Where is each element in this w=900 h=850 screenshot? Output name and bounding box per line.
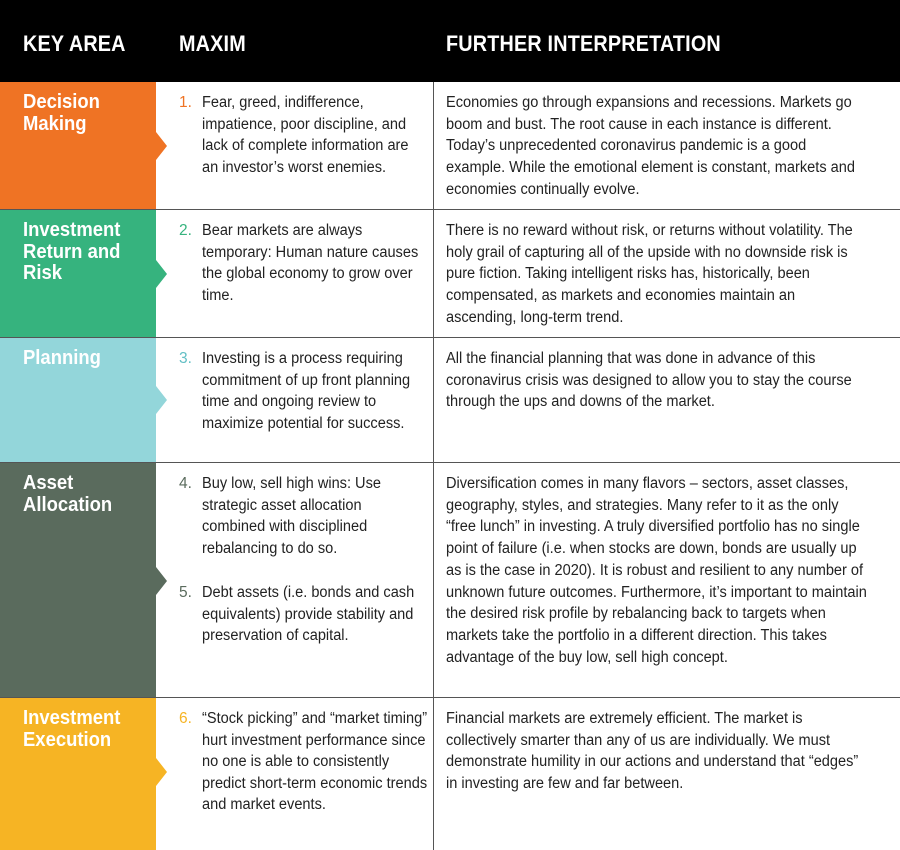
maxim-cell bbox=[179, 220, 425, 323]
interpretation-text: All the financial planning that was done in advance of this coronavirus crisis was designed to allow you to stay the course through the ups and downs of the market. bbox=[446, 350, 852, 411]
maxim-number: 3. bbox=[179, 350, 192, 367]
interpretation-text: Financial markets are extremely efficient. The market is collectively smarter than any of us are individually. We must demonstrate humility in our actions and understand that “edges” in investing are few and far between. bbox=[446, 710, 859, 793]
maxim-number: 5. bbox=[179, 584, 192, 601]
key-area-label: Planning bbox=[23, 346, 101, 369]
row-pointer-arrow bbox=[156, 758, 167, 786]
maxim-item bbox=[179, 708, 428, 816]
key-area-cell bbox=[0, 210, 156, 337]
column-divider bbox=[433, 463, 434, 697]
row-pointer-arrow bbox=[156, 260, 167, 288]
maxim-text: Bear markets are always temporary: Human nature causes the global economy to grow over time. bbox=[202, 222, 419, 304]
row-investment-execution bbox=[0, 698, 900, 850]
key-area-label: Decision Making bbox=[23, 90, 100, 135]
maxim-cell bbox=[179, 708, 428, 833]
maxim-text: Debt assets (i.e. bonds and cash equivalents) provide stability and preservation of capital. bbox=[202, 584, 415, 644]
key-area-cell bbox=[0, 338, 156, 462]
column-divider bbox=[433, 82, 434, 209]
row-pointer-arrow bbox=[156, 132, 167, 160]
key-area-cell bbox=[0, 698, 156, 850]
header-maxim: MAXIM bbox=[179, 31, 246, 56]
row-asset-allocation bbox=[0, 463, 900, 698]
maxim-item bbox=[179, 348, 425, 434]
interpretation-text: There is no reward without risk, or returns without volatility. The holy grail of capturing all of the upside with no downside risk is pure fiction. Taking intelligent risks has, historically, been compensated, as markets and economies maintain an ascending, long-term trend. bbox=[446, 222, 853, 326]
maxim-text: Investing is a process requiring commitment of up front planning time and ongoing review to maximize potential for success. bbox=[202, 350, 411, 432]
row-decision-making bbox=[0, 82, 900, 210]
maxim-text: Fear, greed, indifference, impatience, poor discipline, and lack of complete information are an investor’s worst enemies. bbox=[202, 94, 409, 176]
column-divider bbox=[433, 338, 434, 462]
maxim-number: 6. bbox=[179, 710, 192, 727]
key-area-cell bbox=[0, 463, 156, 697]
row-investment-return-risk bbox=[0, 210, 900, 338]
key-area-cell bbox=[0, 82, 156, 209]
maxim-cell bbox=[179, 92, 425, 195]
interpretation-text: Diversification comes in many flavors – sectors, asset classes, geography, styles, and strategies. Many refer to it as the only “free lunch” in investing. A truly diversified portfolio has no single point of failure (i.e. when stocks are down, bonds are usually up as is the case in 2020). It is robust and resilient to any number of unknown future outcomes. Furthermore, it’s important to maintain the desired risk profile by rebalancing back to targets when markets take the portfolio in a different direction. This takes advantage of the buy low, sell high concept. bbox=[446, 475, 867, 666]
maxim-item bbox=[179, 582, 425, 647]
maxim-text: Buy low, sell high wins: Use strategic asset allocation combined with disciplined rebalancing to do so. bbox=[202, 475, 381, 557]
maxim-text: “Stock picking” and “market timing” hurt investment performance since no one is able to consistently predict short-term economic trends and market events. bbox=[202, 710, 428, 813]
maxim-cell bbox=[179, 473, 425, 664]
maxim-number: 1. bbox=[179, 94, 192, 111]
column-divider bbox=[433, 698, 434, 850]
key-area-label: Investment Execution bbox=[23, 706, 121, 751]
row-pointer-arrow bbox=[156, 567, 167, 595]
maxim-cell bbox=[179, 348, 425, 451]
key-area-label: Investment Return and Risk bbox=[23, 218, 121, 284]
maxim-item bbox=[179, 92, 425, 178]
row-planning bbox=[0, 338, 900, 463]
column-divider bbox=[433, 210, 434, 337]
maxim-item bbox=[179, 220, 425, 306]
maxim-number: 2. bbox=[179, 222, 192, 239]
key-area-label: Asset Allocation bbox=[23, 471, 113, 516]
row-pointer-arrow bbox=[156, 386, 167, 414]
header-key-area: KEY AREA bbox=[23, 31, 126, 56]
interpretation-text: Economies go through expansions and recessions. Markets go boom and bust. The root cause in each instance is different. Today’s unprecedented coronavirus pandemic is a good example. While the emotional element is constant, markets and economies continually evolve. bbox=[446, 94, 855, 198]
maxim-item bbox=[179, 473, 425, 559]
maxim-number: 4. bbox=[179, 475, 192, 492]
table-header bbox=[0, 0, 900, 82]
header-further-interpretation: FURTHER INTERPRETATION bbox=[446, 31, 721, 56]
